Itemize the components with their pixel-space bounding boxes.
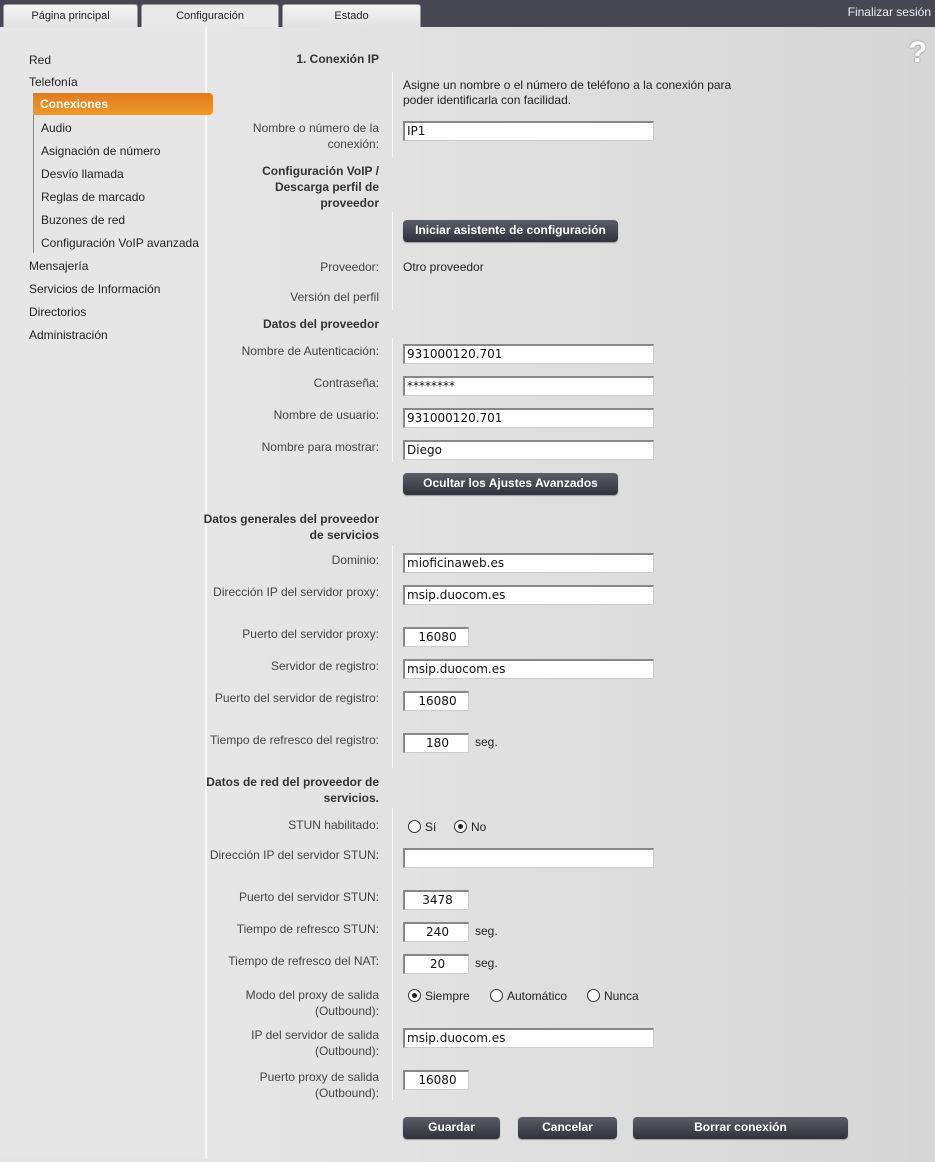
proxy-port-input[interactable]: 16080 — [403, 627, 469, 647]
description-text: Asigne un nombre o el número de teléfono a la conexión para poder identificarla con facilidad. — [403, 78, 732, 107]
sidebar-item[interactable]: Audio — [41, 121, 72, 135]
radio-icon[interactable] — [587, 989, 600, 1002]
hide-advanced-button[interactable]: Ocultar los Ajustes Avanzados — [403, 473, 618, 495]
proxy-port-label: Puerto del servidor proxy: — [242, 627, 379, 641]
sidebar-item[interactable]: Administración — [29, 328, 108, 342]
user-label: Nombre de usuario: — [273, 408, 379, 422]
sidebar-item[interactable]: Directorios — [29, 305, 87, 319]
nat-refresh-label: Tiempo de refresco del NAT: — [228, 954, 379, 968]
sidebar-item[interactable]: Conexiones — [33, 93, 213, 115]
sidebar-item[interactable]: Servicios de Información — [29, 282, 161, 296]
submenu-line — [33, 93, 34, 253]
user-input[interactable]: 931000120.701 — [403, 408, 654, 428]
profile-version-label: Versión del perfil — [290, 290, 379, 304]
sidebar-item[interactable]: Mensajería — [29, 259, 89, 273]
cancel-button[interactable]: Cancelar — [518, 1117, 617, 1139]
section-title: Datos del proveedor — [262, 317, 379, 331]
sidebar-item[interactable]: Configuración VoIP avanzada — [41, 236, 199, 250]
sidebar-item[interactable]: Telefonía — [29, 75, 78, 89]
section-title: Configuración VoIP / Descarga perfil de proveedor — [262, 164, 379, 210]
outbound-ip-label: IP del servidor de salida (Outbound): — [251, 1028, 379, 1058]
domain-label: Dominio: — [331, 553, 379, 567]
unit-label: seg. — [475, 735, 498, 749]
delete-connection-button[interactable]: Borrar conexión — [633, 1117, 848, 1139]
provider-label: Proveedor: — [320, 260, 379, 274]
radio-icon[interactable] — [454, 820, 467, 833]
section-title: 1. Conexión IP — [296, 52, 379, 66]
registrar-input[interactable]: msip.duocom.es — [403, 659, 654, 679]
stun-yes-radio[interactable] — [408, 820, 436, 834]
outbound-always-radio[interactable] — [408, 989, 470, 1003]
start-wizard-button[interactable]: Iniciar asistente de configuración — [403, 220, 618, 242]
auth-input[interactable]: 931000120.701 — [403, 344, 654, 364]
logout-link[interactable]: Finalizar sesión — [847, 5, 931, 19]
radio-icon[interactable] — [408, 989, 421, 1002]
reg-refresh-label: Tiempo de refresco del registro: — [210, 733, 379, 747]
reg-refresh-input[interactable]: 180 — [403, 733, 469, 753]
unit-label: seg. — [475, 924, 498, 938]
help-icon[interactable]: ? — [908, 36, 927, 69]
name-input[interactable]: IP1 — [403, 121, 654, 141]
divider — [392, 72, 393, 157]
radio-label: Automático — [507, 989, 568, 1003]
registrar-label: Servidor de registro: — [270, 659, 379, 673]
tab-configuracion[interactable]: Configuración — [141, 4, 279, 28]
name-label: Nombre o número de la conexión: — [252, 121, 379, 151]
registrar-port-input[interactable]: 16080 — [403, 691, 469, 711]
domain-input[interactable]: mioficinaweb.es — [403, 553, 654, 573]
outbound-port-label: Puerto proxy de salida (Outbound): — [259, 1070, 379, 1100]
stun-port-label: Puerto del servidor STUN: — [238, 890, 379, 904]
section-title: Datos de red del proveedor de servicios. — [206, 775, 379, 805]
divider — [392, 545, 393, 768]
divider — [392, 808, 393, 1100]
sidebar-item[interactable]: Buzones de red — [41, 213, 126, 227]
save-button[interactable]: Guardar — [403, 1117, 500, 1139]
proxy-input[interactable]: msip.duocom.es — [403, 585, 654, 605]
divider — [392, 338, 393, 462]
radio-label: Nunca — [604, 989, 639, 1003]
outbound-port-input[interactable]: 16080 — [403, 1070, 469, 1090]
radio-label: Siempre — [425, 989, 470, 1003]
display-label: Nombre para mostrar: — [261, 440, 379, 454]
sidebar-item[interactable]: Red — [29, 53, 52, 67]
radio-label: No — [471, 820, 487, 834]
display-input[interactable]: Diego — [403, 440, 654, 460]
stun-refresh-input[interactable]: 240 — [403, 922, 469, 942]
password-input[interactable]: ******** — [403, 376, 654, 396]
tab-pagina-principal[interactable]: Página principal — [3, 4, 138, 27]
stun-enabled-label: STUN habilitado: — [288, 818, 379, 832]
outbound-mode-label: Modo del proxy de salida (Outbound): — [245, 988, 379, 1018]
stun-ip-label: Dirección IP del servidor STUN: — [209, 848, 379, 862]
registrar-port-label: Puerto del servidor de registro: — [214, 691, 379, 705]
section-title: Datos generales del proveedor de servicios — [203, 512, 379, 542]
outbound-auto-radio[interactable] — [490, 989, 567, 1003]
proxy-label: Dirección IP del servidor proxy: — [213, 585, 379, 599]
divider — [392, 212, 393, 310]
stun-ip-input[interactable] — [403, 848, 654, 868]
stun-no-radio[interactable] — [454, 820, 486, 834]
stun-refresh-label: Tiempo de refresco STUN: — [236, 922, 379, 936]
provider-value: Otro proveedor — [403, 260, 484, 274]
auth-label: Nombre de Autenticación: — [241, 344, 379, 358]
sidebar-item[interactable]: Asignación de número — [41, 144, 161, 158]
stun-port-input[interactable]: 3478 — [403, 890, 469, 910]
outbound-never-radio[interactable] — [587, 989, 639, 1003]
radio-label: Sí — [425, 820, 437, 834]
unit-label: seg. — [475, 956, 498, 970]
radio-icon[interactable] — [490, 989, 503, 1002]
tab-estado[interactable]: Estado — [282, 4, 421, 27]
password-label: Contraseña: — [313, 376, 379, 390]
radio-icon[interactable] — [408, 820, 421, 833]
sidebar-item[interactable]: Reglas de marcado — [41, 190, 146, 204]
sidebar-item[interactable]: Desvío llamada — [41, 167, 124, 181]
outbound-ip-input[interactable]: msip.duocom.es — [403, 1028, 654, 1048]
nat-refresh-input[interactable]: 20 — [403, 954, 469, 974]
